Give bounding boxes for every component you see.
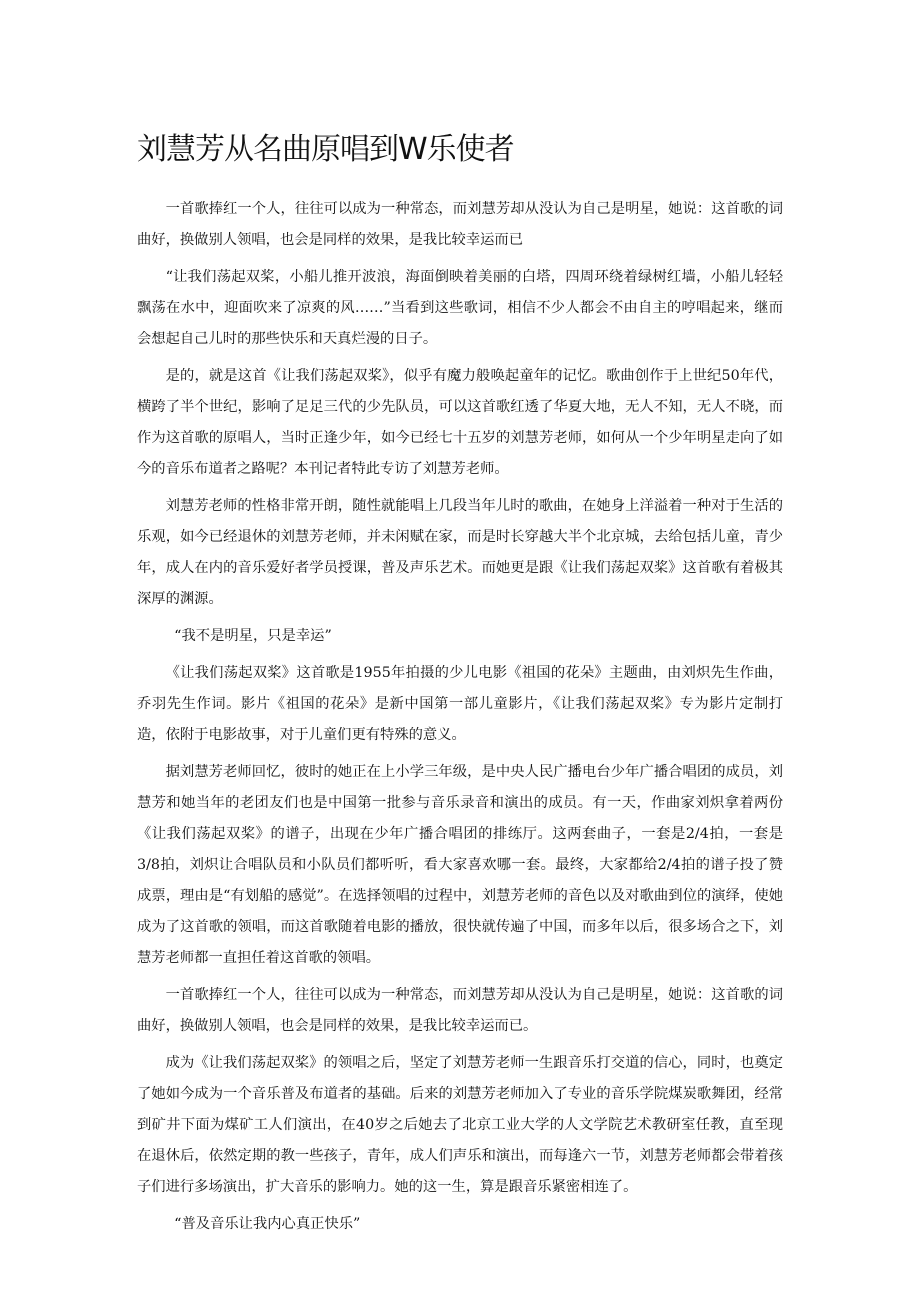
paragraph-recollection: 据刘慧芳老师回忆，彼时的她正在上小学三年级，是中央人民广播电台少年广播合唱团的成员，刘慧芳和她当年的老团友们也是中国第一批参与音乐录音和演出的成员。有一天，作曲家刘炽拿着两份《让我们荡起双桨》的谱子，出现在少年广播合唱团的排练厅。这两套曲子，一套是2/4拍，一套是3/8拍，刘炽让合唱队员和小队员们都听听，看大家喜欢哪一套。最终，大家都给2/4拍的谱子投了赞成票，理由是“有划船的感觉”。在选择领唱的过程中，刘慧芳老师的音色以及对歌曲到位的演绎，使她成为了这首歌的领唱，而这首歌随着电影的播放，很快就传遍了中国，而多年以后，很多场合之下，刘慧芳老师都一直担任着这首歌的领唱。: [137, 764, 783, 966]
article-title: 刘慧芳从名曲原唱到W乐使者: [137, 132, 514, 167]
section-heading-not-a-star: “我不是明星，只是幸运”: [174, 628, 332, 644]
paragraph-intro-quote: 一首歌捧红一个人，往往可以成为一种常态，而刘慧芳却从没认为自己是明星，她说：这首歌的词曲好，换做别人领唱，也会是同样的效果，是我比较幸运而已: [137, 201, 783, 248]
paragraph-career: 成为《让我们荡起双桨》的领唱之后，坚定了刘慧芳老师一生跟音乐打交道的信心，同时，也奠定了她如今成为一个音乐普及布道者的基础。后来的刘慧芳老师加入了专业的音乐学院煤炭歌舞团，经常到矿井下面为煤矿工人们演出，在40岁之后她去了北京工业大学的人文学院艺术教研室任教，直至现在退休后，依然定期的教一些孩子，青年，成人们声乐和演出，而每逢六一节，刘慧芳老师都会带着孩子们进行多场演出，扩大音乐的影响力。她的这一生，算是跟音乐紧密相连了。: [137, 1055, 783, 1195]
paragraph-song-history: 是的，就是这首《让我们荡起双桨》，似乎有魔力般唤起童年的记忆。歌曲创作于上世纪50年代，横跨了半个世纪，影响了足足三代的少先队员，可以这首歌红透了华夏大地，无人不知，无人不晓，而作为这首歌的原唱人，当时正逢少年，如今已经七十五岁的刘慧芳老师，如何从一个少年明星走向了如今的音乐布道者之路呢？本刊记者特此专访了刘慧芳老师。: [137, 368, 783, 477]
paragraph-personality: 刘慧芳老师的性格非常开朗，随性就能唱上几段当年儿时的歌曲，在她身上洋溢着一种对于生活的乐观，如今已经退休的刘慧芳老师，并未闲赋在家，而是时长穿越大半个北京城，去给包括儿童，青少年，成人在内的音乐爱好者学员授课，普及声乐艺术。而她更是跟《让我们荡起双桨》这首歌有着极其深厚的渊源。: [137, 498, 783, 607]
paragraph-humility: 一首歌捧红一个人，往往可以成为一种常态，而刘慧芳却从没认为自己是明星，她说：这首歌的词曲好，换做别人领唱，也会是同样的效果，是我比较幸运而已。: [137, 987, 783, 1034]
paragraph-film-background: 《让我们荡起双桨》这首歌是1955年拍摄的少儿电影《祖国的花朵》主题曲，由刘炽先生作曲，乔羽先生作词。影片《祖国的花朵》是新中国第一部儿童影片，《让我们荡起双桨》专为影片定制打造，依附于电影故事，对于儿童们更有特殊的意义。: [137, 665, 783, 743]
document-page: [137, 128, 783, 1246]
paragraph-lyrics: “让我们荡起双桨，小船儿推开波浪，海面倒映着美丽的白塔，四周环绕着绿树红墙，小船儿轻轻飘荡在水中，迎面吹来了凉爽的风……”当看到这些歌词，相信不少人都会不由自主的哼唱起来，继而会想起自己儿时的那些快乐和天真烂漫的日子。: [137, 269, 783, 347]
section-heading-music-joy: “普及音乐让我内心真正快乐”: [174, 1216, 361, 1232]
